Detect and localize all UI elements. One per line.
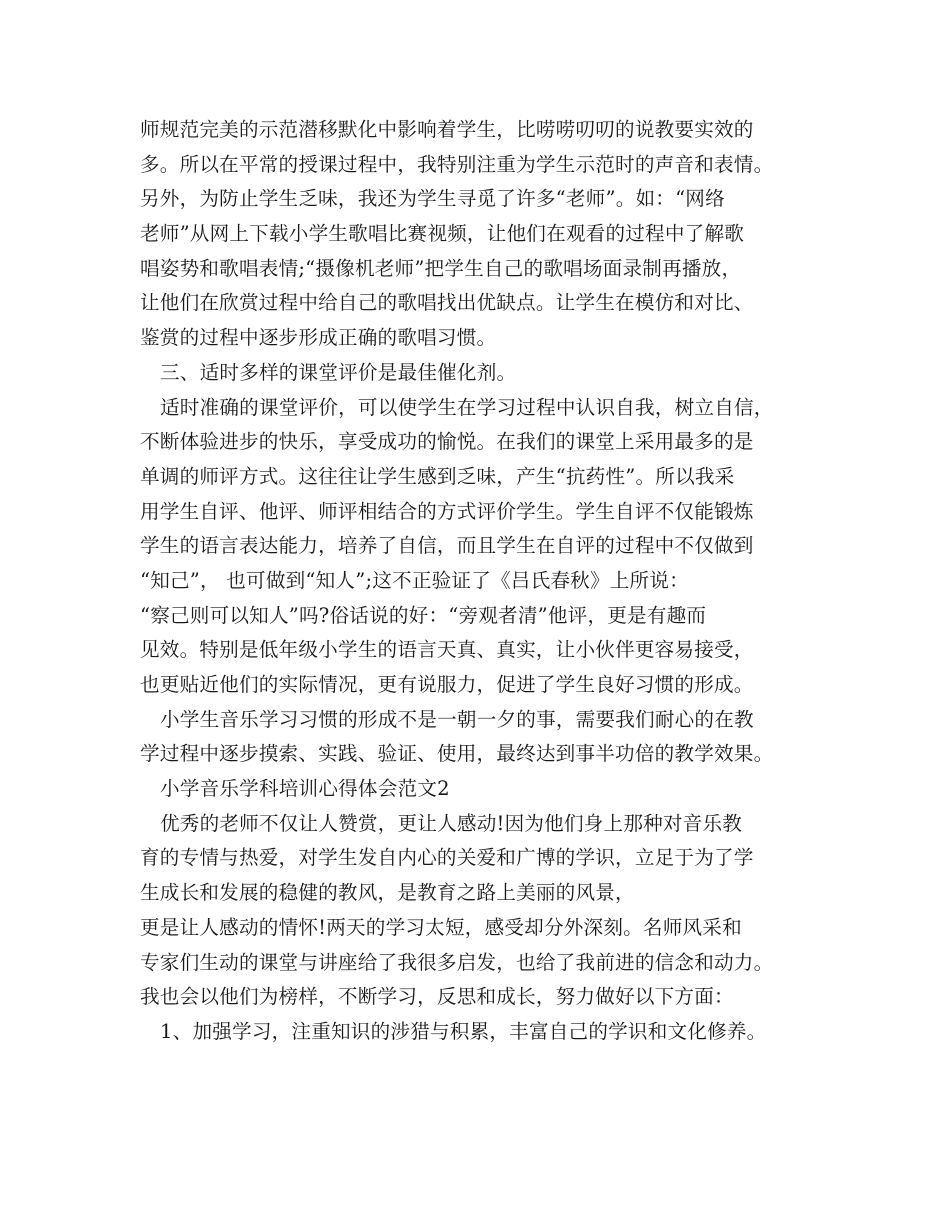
text-line: 小学音乐学科培训心得体会范文2 [160,777,450,801]
text-line: 单调的师评方式。这往往让学生感到乏味，产生“抗药性”。所以我采 [140,464,735,488]
text-line: 不断体验进步的快乐，享受成功的愉悦。在我们的课堂上采用最多的是 [140,430,754,454]
text-line: 老师”从网上下载小学生歌唱比赛视频，让他们在观看的过程中了解歌 [140,222,745,246]
text-line: 鉴赏的过程中逐步形成正确的歌唱习惯。 [140,326,497,350]
text-line: “察己则可以知人”吗?俗话说的好：“旁观者清”他评，更是有趣而 [140,603,707,627]
text-line: 唱姿势和歌唱表情;“摄像机老师”把学生自己的歌唱场面录制再播放， [140,256,742,280]
text-line: 1、加强学习，注重知识的涉猎与积累，丰富自己的学识和文化修养。 [160,1019,767,1043]
text-line: 学生的语言表达能力，培养了自信，而且学生在自评的过程中不仅做到 [140,534,754,558]
text-line: 也更贴近他们的实际情况，更有说服力，促进了学生良好习惯的形成。 [140,673,754,696]
text-line: 师规范完美的示范潜移默化中影响着学生，比唠唠叨叨的说教要实效的 [140,118,754,141]
text-line: 育的专情与热爱，对学生发自内心的关爱和广博的学识，立足于为了学 [140,846,754,870]
text-line: 专家们生动的课堂与讲座给了我很多启发，也给了我前进的信念和动力。 [140,950,774,974]
text-line: 多。所以在平常的授课过程中，我特别注重为学生示范时的声音和表情。 [140,152,774,176]
document-body [140,113,830,1050]
text-line: 用学生自评、他评、师评相结合的方式评价学生。学生自评不仅能锻炼 [140,499,754,523]
text-line: 更是让人感动的情怀!两天的学习太短，感受却分外深刻。名师风采和 [140,915,742,939]
text-line: 三、适时多样的课堂评价是最佳催化剂。 [160,360,517,384]
text-line: 另外，为防止学生乏味，我还为学生寻觅了许多“老师”。如：“网络 [140,187,725,211]
text-line: 让他们在欣赏过程中给自己的歌唱找出优缺点。让学生在模仿和对比、 [140,291,754,315]
text-line: 小学生音乐学习习惯的形成不是一朝一夕的事，需要我们耐心的在教 [160,707,754,731]
text-line: 生成长和发展的稳健的教风，是教育之路上美丽的风景， [140,881,635,905]
text-line: 我也会以他们为榜样，不断学习，反思和成长，努力做好以下方面： [140,985,734,1009]
text-line: 优秀的老师不仅让人赞赏，更让人感动!因为他们身上那种对音乐教 [160,811,743,835]
text-line: “知己”， 也可做到“知人”;这不正验证了《吕氏春秋》上所说： [140,568,689,592]
text-line: 适时准确的课堂评价，可以使学生在学习过程中认识自我，树立自信， [160,395,774,419]
text-line: 学过程中逐步摸索、实践、验证、使用，最终达到事半功倍的教学效果。 [140,742,774,766]
text-line: 见效。特别是低年级小学生的语言天真、真实，让小伙伴更容易接受， [140,638,754,662]
